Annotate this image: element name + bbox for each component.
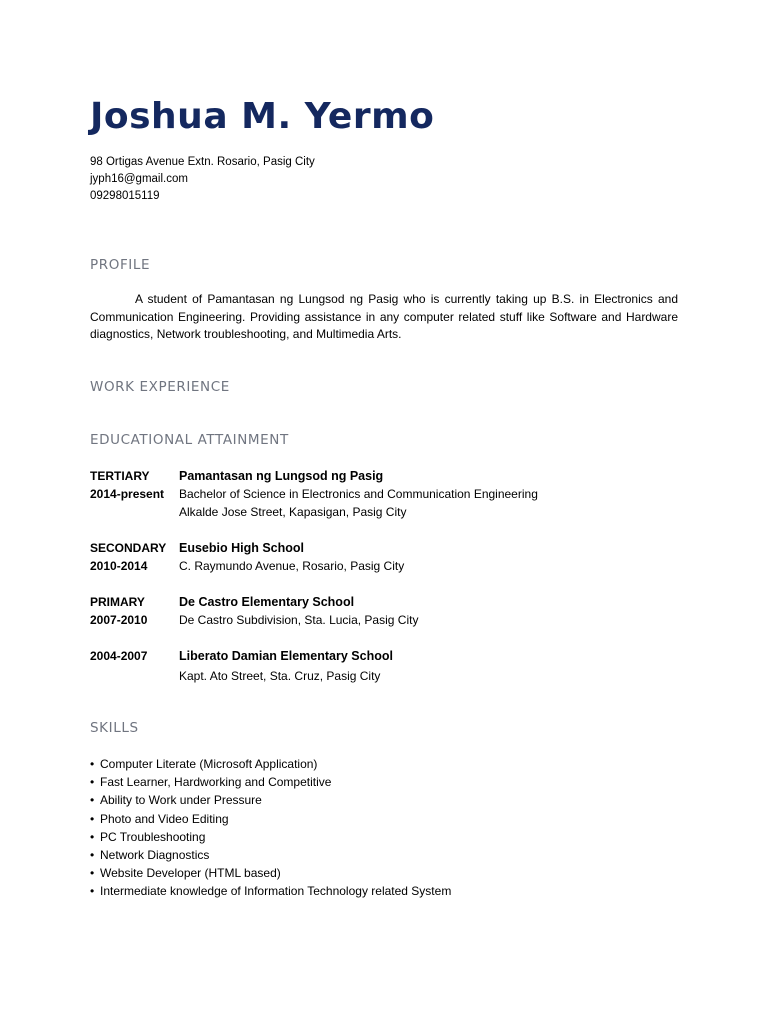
school-name: Liberato Damian Elementary School <box>179 649 393 663</box>
education-level: PRIMARY <box>90 595 145 609</box>
list-item <box>90 791 451 809</box>
skill-text: Intermediate knowledge of Information Technology related System <box>100 884 452 899</box>
list-item <box>90 810 451 828</box>
applicant-name: Joshua M. Yermo <box>90 96 435 137</box>
skill-text: Photo and Video Editing <box>100 811 229 826</box>
skills-list <box>90 755 451 901</box>
list-item <box>90 755 451 773</box>
education-detail: De Castro Subdivision, Sta. Lucia, Pasig City <box>179 613 419 627</box>
education-detail: C. Raymundo Avenue, Rosario, Pasig City <box>179 559 405 573</box>
bullet-icon: • <box>90 793 95 808</box>
education-detail: Bachelor of Science in Electronics and Communication Engineering <box>179 487 538 501</box>
education-heading: EDUCATIONAL ATTAINMENT <box>90 432 289 448</box>
list-item <box>90 882 451 900</box>
school-name: Pamantasan ng Lungsod ng Pasig <box>179 469 384 483</box>
list-item <box>90 864 451 882</box>
bullet-icon: • <box>90 811 95 826</box>
education-level: TERTIARY <box>90 469 150 483</box>
list-item <box>90 846 451 864</box>
education-years: 2014-present <box>90 487 165 501</box>
work-experience-heading: WORK EXPERIENCE <box>90 379 230 395</box>
contact-block <box>90 154 315 205</box>
education-years: 2004-2007 <box>90 649 148 663</box>
list-item <box>90 773 451 791</box>
bullet-icon: • <box>90 775 95 790</box>
bullet-icon: • <box>90 757 95 771</box>
skill-text: PC Troubleshooting <box>100 829 206 844</box>
bullet-icon: • <box>90 829 95 844</box>
education-level: SECONDARY <box>90 541 167 555</box>
bullet-icon: • <box>90 848 95 863</box>
education-years: 2007-2010 <box>90 613 148 627</box>
education-years: 2010-2014 <box>90 559 148 573</box>
skills-heading: SKILLS <box>90 720 139 736</box>
skill-text: Network Diagnostics <box>100 848 210 863</box>
school-name: Eusebio High School <box>179 541 305 555</box>
skill-text: Computer Literate (Microsoft Application) <box>100 757 318 771</box>
list-item <box>90 828 451 846</box>
skill-text: Website Developer (HTML based) <box>100 866 281 881</box>
bullet-icon: • <box>90 866 95 881</box>
education-detail: Kapt. Ato Street, Sta. Cruz, Pasig City <box>179 669 381 683</box>
skill-text: Fast Learner, Hardworking and Competitive <box>100 775 332 790</box>
profile-heading: PROFILE <box>90 257 151 273</box>
education-detail: Alkalde Jose Street, Kapasigan, Pasig City <box>179 505 407 519</box>
profile-text: A student of Pamantasan ng Lungsod ng Pasig who is currently taking up B.S. in Electronics and Communication Engineering. Providing assistance in any computer related stuff like Software and Hardware diagnostics, Network troubleshooting, and Multimedia Arts. <box>90 292 678 341</box>
skill-text: Ability to Work under Pressure <box>100 793 262 808</box>
phone-text: 09298015119 <box>90 190 160 202</box>
address-text: 98 Ortigas Avenue Extn. Rosario, Pasig City <box>90 156 315 168</box>
bullet-icon: • <box>90 884 95 899</box>
email-text: jyph16@gmail.com <box>90 173 188 185</box>
school-name: De Castro Elementary School <box>179 595 355 609</box>
